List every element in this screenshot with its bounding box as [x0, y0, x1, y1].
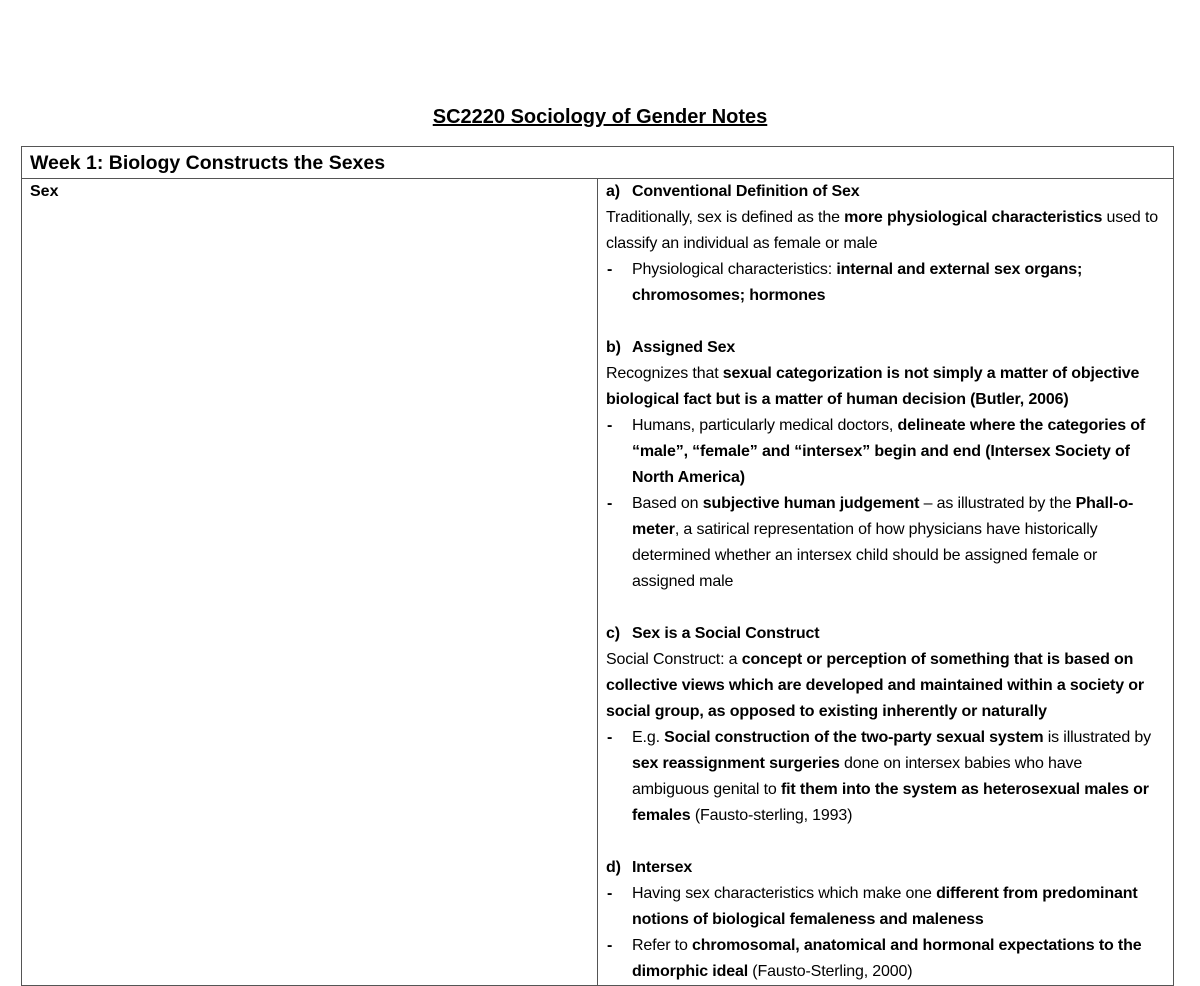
- section-c: [606, 621, 1163, 829]
- bold-run: Social construction of the two-party sexual system: [664, 729, 1044, 746]
- bold-run: internal and external sex organs; chromosomes; hormones: [632, 261, 1083, 304]
- text-run: done on intersex babies who have ambiguous genital to: [632, 755, 1083, 798]
- topic-content: [598, 179, 1174, 986]
- section-marker: d): [606, 859, 621, 876]
- bullet-text: [632, 413, 1163, 491]
- week-heading: Week 1: Biology Constructs the Sexes: [22, 147, 1174, 179]
- section-b: [606, 335, 1163, 595]
- text-run: Social Construct: a: [606, 651, 742, 668]
- bullet-text: [632, 491, 1163, 595]
- bullet-dash: -: [607, 417, 613, 434]
- section-marker: b): [606, 339, 621, 356]
- bold-run: sex reassignment surgeries: [632, 755, 840, 772]
- bold-run: delineate where the categories of “male”, “female” and “intersex” begin and end (Intersex Society of North America): [632, 417, 1146, 486]
- week-row: [22, 147, 1174, 179]
- section-d: [606, 855, 1163, 985]
- topic-row: [22, 179, 1174, 986]
- text-run: Refer to: [632, 937, 693, 954]
- notes-table: [21, 146, 1174, 986]
- section-intro: [606, 205, 1163, 257]
- bold-run: Phall-o-meter: [632, 495, 1134, 538]
- bullet-dash: -: [607, 885, 613, 902]
- text-run: – as illustrated by the: [919, 495, 1076, 512]
- text-run: used to classify an individual as female or male: [606, 209, 1158, 252]
- text-run: Based on: [632, 495, 703, 512]
- bullet-dash: -: [607, 937, 613, 954]
- bullet-text: [632, 933, 1163, 985]
- text-run: (Fausto-Sterling, 2000): [748, 963, 913, 980]
- section-intro: [606, 647, 1163, 725]
- bold-run: different from predominant notions of biological femaleness and maleness: [632, 885, 1138, 928]
- spacer: [606, 595, 1163, 621]
- bold-run: sexual categorization is not simply a matter of objective biological fact but is a matter of human decision (Butler, 2006): [606, 365, 1140, 408]
- bullet-item: [606, 725, 1163, 829]
- bold-run: concept or perception of something that is based on collective views which are developed and maintained within a society or social group, as opposed to existing inherently or naturally: [606, 651, 1144, 720]
- section-title: Intersex: [632, 859, 693, 876]
- text-run: Humans, particularly medical doctors,: [632, 417, 898, 434]
- bullet-item: [606, 881, 1163, 933]
- bullet-text: [632, 881, 1163, 933]
- text-run: is illustrated by: [1043, 729, 1152, 746]
- section-title: Sex is a Social Construct: [632, 625, 820, 642]
- section-title: Assigned Sex: [632, 339, 736, 356]
- bullet-item: [606, 933, 1163, 985]
- section-marker: c): [606, 625, 620, 642]
- section-a: [606, 179, 1163, 309]
- section-marker: a): [606, 183, 620, 200]
- bullet-text: [632, 257, 1163, 309]
- topic-label: Sex: [22, 179, 598, 986]
- bullet-item: [606, 257, 1163, 309]
- bold-run: more physiological characteristics: [844, 209, 1103, 226]
- section-heading: [606, 621, 1163, 647]
- section-heading: [606, 855, 1163, 881]
- bullet-item: [606, 491, 1163, 595]
- bullet-dash: -: [607, 261, 613, 278]
- bold-run: fit them into the system as heterosexual males or females: [632, 781, 1149, 824]
- section-heading: [606, 179, 1163, 205]
- spacer: [606, 829, 1163, 855]
- spacer: [606, 309, 1163, 335]
- text-run: Traditionally, sex is defined as the: [606, 209, 845, 226]
- section-intro: [606, 361, 1163, 413]
- text-run: (Fausto-sterling, 1993): [690, 807, 853, 824]
- bullet-item: [606, 413, 1163, 491]
- section-title: Conventional Definition of Sex: [632, 183, 860, 200]
- text-run: E.g.: [632, 729, 665, 746]
- text-run: Recognizes that: [606, 365, 723, 382]
- bullet-dash: -: [607, 729, 613, 746]
- bullet-text: [632, 725, 1163, 829]
- bold-run: subjective human judgement: [702, 495, 920, 512]
- document-title: SC2220 Sociology of Gender Notes: [432, 106, 768, 128]
- bullet-dash: -: [607, 495, 613, 512]
- text-run: Having sex characteristics which make one: [632, 885, 937, 902]
- text-run: , a satirical representation of how physicians have historically determined whether an intersex child should be assigned female or assigned male: [632, 521, 1098, 590]
- bold-run: chromosomal, anatomical and hormonal expectations to the dimorphic ideal: [632, 937, 1142, 980]
- text-run: Physiological characteristics:: [632, 261, 837, 278]
- section-heading: [606, 335, 1163, 361]
